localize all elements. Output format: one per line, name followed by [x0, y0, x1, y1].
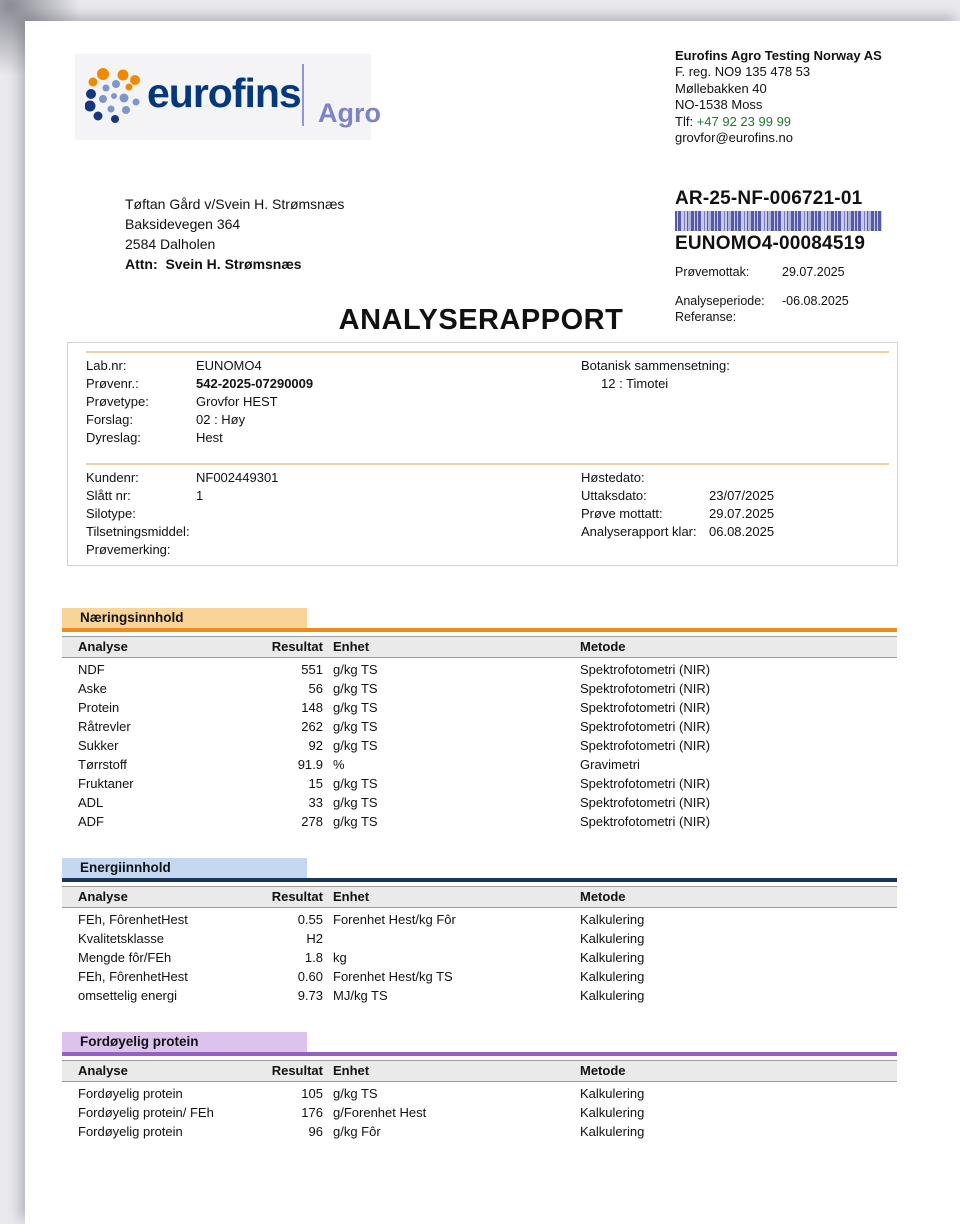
- analysis-cell: Kalkulering: [580, 988, 645, 1003]
- analysis-cell: 91.9: [297, 757, 323, 772]
- analysis-cell: Aske: [78, 681, 107, 696]
- phone-label: Tlf:: [675, 113, 694, 129]
- analysis-row: [62, 717, 897, 736]
- field-value: NF002449301: [196, 470, 279, 485]
- botanisk-label: Botanisk sammensetning:: [581, 358, 730, 373]
- date-fields-right: [581, 469, 881, 541]
- field-value: Hest: [196, 430, 223, 445]
- recipient-line: Baksidevegen 364: [125, 216, 241, 232]
- column-header: Resultat: [271, 889, 323, 904]
- table-header: [62, 636, 897, 658]
- analysis-cell: 0.55: [297, 912, 323, 927]
- analysis-cell: NDF: [78, 662, 105, 677]
- field-label: Prøve mottatt:: [581, 506, 663, 521]
- field-row: [86, 523, 566, 541]
- column-header: Enhet: [333, 889, 370, 904]
- analysis-row: [62, 1122, 897, 1141]
- lab-phone-row: [675, 114, 882, 130]
- table-header: [62, 886, 897, 908]
- lab-street: Møllebakken 40: [675, 80, 767, 96]
- analysis-cell: Fruktaner: [78, 776, 134, 791]
- logo-divider: [302, 64, 304, 126]
- analysis-row: [62, 967, 897, 986]
- analysis-cell: Kalkulering: [580, 1086, 645, 1101]
- field-value: -06.08.2025: [782, 294, 849, 308]
- field-row: [86, 393, 566, 411]
- field-label: Lab.nr:: [86, 358, 127, 373]
- section-title: Fordøyelig protein: [80, 1034, 199, 1049]
- field-row: [86, 411, 566, 429]
- field-value: Grovfor HEST: [196, 394, 278, 409]
- analysis-cell: Kalkulering: [580, 950, 645, 965]
- analysis-cell: 278: [301, 814, 323, 829]
- analysis-cell: Spektrofotometri (NIR): [580, 814, 711, 829]
- field-label: Analyseperiode:: [675, 294, 765, 308]
- field-value: 542-2025-07290009: [196, 376, 314, 391]
- analysis-row: [62, 986, 897, 1005]
- field-label: Kundenr:: [86, 470, 139, 485]
- analysis-cell: MJ/kg TS: [333, 988, 388, 1003]
- section-header: [62, 858, 897, 878]
- field-row: [86, 469, 566, 487]
- analysis-cell: g/kg TS: [333, 662, 378, 677]
- analysis-row: [62, 736, 897, 755]
- analysis-cell: Kalkulering: [580, 912, 645, 927]
- field-row: [581, 505, 881, 523]
- recipient-line: Tøftan Gård v/Svein H. Strømsnæs: [125, 196, 345, 212]
- analysis-row: [62, 660, 897, 679]
- analysis-cell: g/kg Fôr: [333, 1124, 381, 1139]
- analysis-cell: Tørrstoff: [78, 757, 127, 772]
- recipient-attn: [125, 254, 344, 274]
- column-header: Metode: [580, 889, 626, 904]
- analysis-cell: Spektrofotometri (NIR): [580, 776, 711, 791]
- analysis-row: [62, 1103, 897, 1122]
- field-row: [581, 469, 881, 487]
- column-header: Analyse: [78, 1063, 128, 1078]
- analysis-cell: 96: [308, 1124, 323, 1139]
- table-body: [62, 910, 897, 1005]
- column-header: Enhet: [333, 1063, 370, 1078]
- analysis-cell: H2: [306, 931, 323, 946]
- analysis-row: [62, 929, 897, 948]
- report-page: [25, 21, 960, 1224]
- column-header: Analyse: [78, 889, 128, 904]
- analysis-row: [62, 774, 897, 793]
- analysis-cell: Spektrofotometri (NIR): [580, 681, 711, 696]
- field-label: Prøvemerking:: [86, 542, 171, 557]
- recipient-line: 2584 Dalholen: [125, 236, 216, 252]
- analysis-row: [62, 1084, 897, 1103]
- analysis-cell: Gravimetri: [580, 757, 640, 772]
- section-accent-rule: [62, 628, 897, 632]
- analysis-cell: Råtrevler: [78, 719, 131, 734]
- analysis-cell: %: [333, 757, 345, 772]
- analysis-cell: g/kg TS: [333, 814, 378, 829]
- analysis-cell: g/kg TS: [333, 776, 378, 791]
- analysis-cell: Kalkulering: [580, 969, 645, 984]
- table-body: [62, 1084, 897, 1141]
- section-title: Energiinnhold: [80, 860, 171, 875]
- analysis-cell: Sukker: [78, 738, 119, 753]
- sample-info-box: [67, 342, 898, 566]
- section-accent-rule: [62, 878, 897, 882]
- agro-wordmark: Agro: [318, 98, 381, 128]
- field-label: Høstedato:: [581, 470, 645, 485]
- analysis-cell: 1.8: [304, 950, 323, 965]
- analysis-cell: FEh, FôrenhetHest: [78, 912, 188, 927]
- analysis-tables: [62, 608, 897, 1141]
- field-value: 29.07.2025: [709, 506, 775, 521]
- column-header: Metode: [580, 1063, 626, 1078]
- eurofins-wordmark: eurofins: [147, 70, 301, 116]
- recipient-address: [125, 194, 344, 274]
- analysis-cell: 551: [301, 662, 323, 677]
- analysis-row: [62, 755, 897, 774]
- section-rule: [86, 463, 889, 465]
- eurofins-agro-logo: [75, 54, 381, 140]
- analysis-cell: Kalkulering: [580, 931, 645, 946]
- field-row: [581, 523, 881, 541]
- section-naeringsinnhold: [62, 608, 897, 831]
- analysis-cell: Spektrofotometri (NIR): [580, 719, 711, 734]
- analysis-cell: FEh, FôrenhetHest: [78, 969, 188, 984]
- analysis-cell: g/kg TS: [333, 700, 378, 715]
- analysis-cell: Kalkulering: [580, 1124, 645, 1139]
- column-header: Enhet: [333, 639, 370, 654]
- analysis-cell: Spektrofotometri (NIR): [580, 795, 711, 810]
- field-row: [86, 541, 566, 559]
- analysis-cell: 56: [308, 681, 323, 696]
- eurofins-dots-icon: [85, 67, 143, 125]
- phone-number: +47 92 23 99 99: [696, 113, 792, 129]
- customer-fields-left: [86, 469, 566, 559]
- field-label: Silotype:: [86, 506, 136, 521]
- analysis-cell: Spektrofotometri (NIR): [580, 662, 711, 677]
- analysis-cell: Protein: [78, 700, 120, 715]
- analysis-cell: Fordøyelig protein: [78, 1086, 183, 1101]
- lab-contact-block: [675, 48, 882, 146]
- analysis-cell: 148: [301, 700, 323, 715]
- lab-city: NO-1538 Moss: [675, 97, 763, 113]
- sample-code: EUNOMO4-00084519: [675, 233, 866, 254]
- field-label: Slått nr:: [86, 488, 131, 503]
- column-header: Metode: [580, 639, 626, 654]
- field-label: Dyreslag:: [86, 430, 141, 445]
- ar-number: AR-25-NF-006721-01: [675, 188, 863, 209]
- botanisk-block: [581, 357, 881, 393]
- field-row: [86, 505, 566, 523]
- section-accent-rule: [62, 1052, 897, 1056]
- analysis-row: [62, 793, 897, 812]
- section-title: Næringsinnhold: [80, 610, 184, 625]
- analysis-cell: ADL: [78, 795, 104, 810]
- analysis-row: [62, 910, 897, 929]
- attn-name: Svein H. Strømsnæs: [165, 256, 302, 272]
- barcode: [675, 211, 882, 231]
- analysis-cell: Kalkulering: [580, 1105, 645, 1120]
- field-value: 1: [196, 488, 204, 503]
- section-fordoyelig-protein: [62, 1032, 897, 1141]
- analysis-cell: 9.73: [297, 988, 323, 1003]
- sample-fields-left: [86, 357, 566, 447]
- lab-name: Eurofins Agro Testing Norway AS: [675, 48, 882, 63]
- field-value: EUNOMO4: [196, 358, 262, 373]
- sample-info-section-1: [68, 343, 897, 447]
- field-row: [86, 357, 566, 375]
- analysis-cell: 92: [308, 738, 323, 753]
- analysis-cell: g/kg TS: [333, 795, 378, 810]
- column-header: Resultat: [271, 1063, 323, 1078]
- analysis-row: [62, 812, 897, 831]
- table-body: [62, 660, 897, 831]
- field-row: [86, 429, 566, 447]
- analysis-cell: [323, 929, 580, 948]
- analysis-cell: 0.60: [297, 969, 323, 984]
- section-energiinnhold: [62, 858, 897, 1005]
- analysis-cell: g/kg TS: [333, 681, 378, 696]
- analysis-row: [62, 698, 897, 717]
- field-row: [675, 264, 915, 280]
- lab-reg-number: F. reg. NO9 135 478 53: [675, 64, 811, 80]
- analysis-cell: Fordøyelig protein/ FEh: [78, 1105, 214, 1120]
- lab-email: grovfor@eurofins.no: [675, 130, 793, 146]
- field-label: Referanse:: [675, 310, 737, 324]
- analysis-cell: 33: [308, 795, 323, 810]
- analysis-cell: Forenhet Hest/kg Fôr: [333, 912, 456, 927]
- page-title: ANALYSERAPPORT: [338, 304, 624, 336]
- column-header: Resultat: [271, 639, 323, 654]
- analysis-cell: Fordøyelig protein: [78, 1124, 183, 1139]
- analysis-cell: 15: [308, 776, 323, 791]
- field-label: Prøvetype:: [86, 394, 149, 409]
- botanisk-value: 12 : Timotei: [601, 376, 669, 391]
- analysis-cell: Spektrofotometri (NIR): [580, 700, 711, 715]
- table-header: [62, 1060, 897, 1082]
- analysis-row: [62, 679, 897, 698]
- analysis-row: [62, 948, 897, 967]
- field-label: Prøvemottak:: [675, 265, 750, 279]
- field-label: Prøvenr.:: [86, 376, 139, 391]
- analysis-cell: g/kg TS: [333, 738, 378, 753]
- analysis-cell: g/Forenhet Hest: [333, 1105, 427, 1120]
- analysis-cell: g/kg TS: [333, 719, 378, 734]
- field-row: [581, 487, 881, 505]
- analysis-cell: 176: [301, 1105, 323, 1120]
- field-row: [86, 375, 566, 393]
- column-header: Analyse: [78, 639, 128, 654]
- analysis-cell: 262: [301, 719, 323, 734]
- field-label: Uttaksdato:: [581, 488, 647, 503]
- section-rule: [86, 351, 889, 353]
- field-value: 29.07.2025: [782, 265, 845, 279]
- field-label: Tilsetningsmiddel:: [86, 524, 190, 539]
- analysis-cell: Mengde fôr/FEh: [78, 950, 172, 965]
- field-value: 06.08.2025: [709, 524, 775, 539]
- analysis-cell: Forenhet Hest/kg TS: [333, 969, 453, 984]
- field-value: 02 : Høy: [196, 412, 246, 427]
- attn-label: Attn:: [125, 256, 158, 272]
- section-header: [62, 608, 897, 628]
- analysis-cell: kg: [333, 950, 347, 965]
- analysis-cell: Kvalitetsklasse: [78, 931, 164, 946]
- analysis-cell: omsettelig energi: [78, 988, 177, 1003]
- field-value: 23/07/2025: [709, 488, 775, 503]
- section-header: [62, 1032, 897, 1052]
- analysis-cell: Spektrofotometri (NIR): [580, 738, 711, 753]
- field-row: [86, 487, 566, 505]
- field-label: Analyserapport klar:: [581, 524, 697, 539]
- analysis-cell: 105: [301, 1086, 323, 1101]
- analysis-cell: ADF: [78, 814, 104, 829]
- sample-info-section-2: [68, 455, 897, 559]
- field-label: Forslag:: [86, 412, 133, 427]
- analysis-cell: g/kg TS: [333, 1086, 378, 1101]
